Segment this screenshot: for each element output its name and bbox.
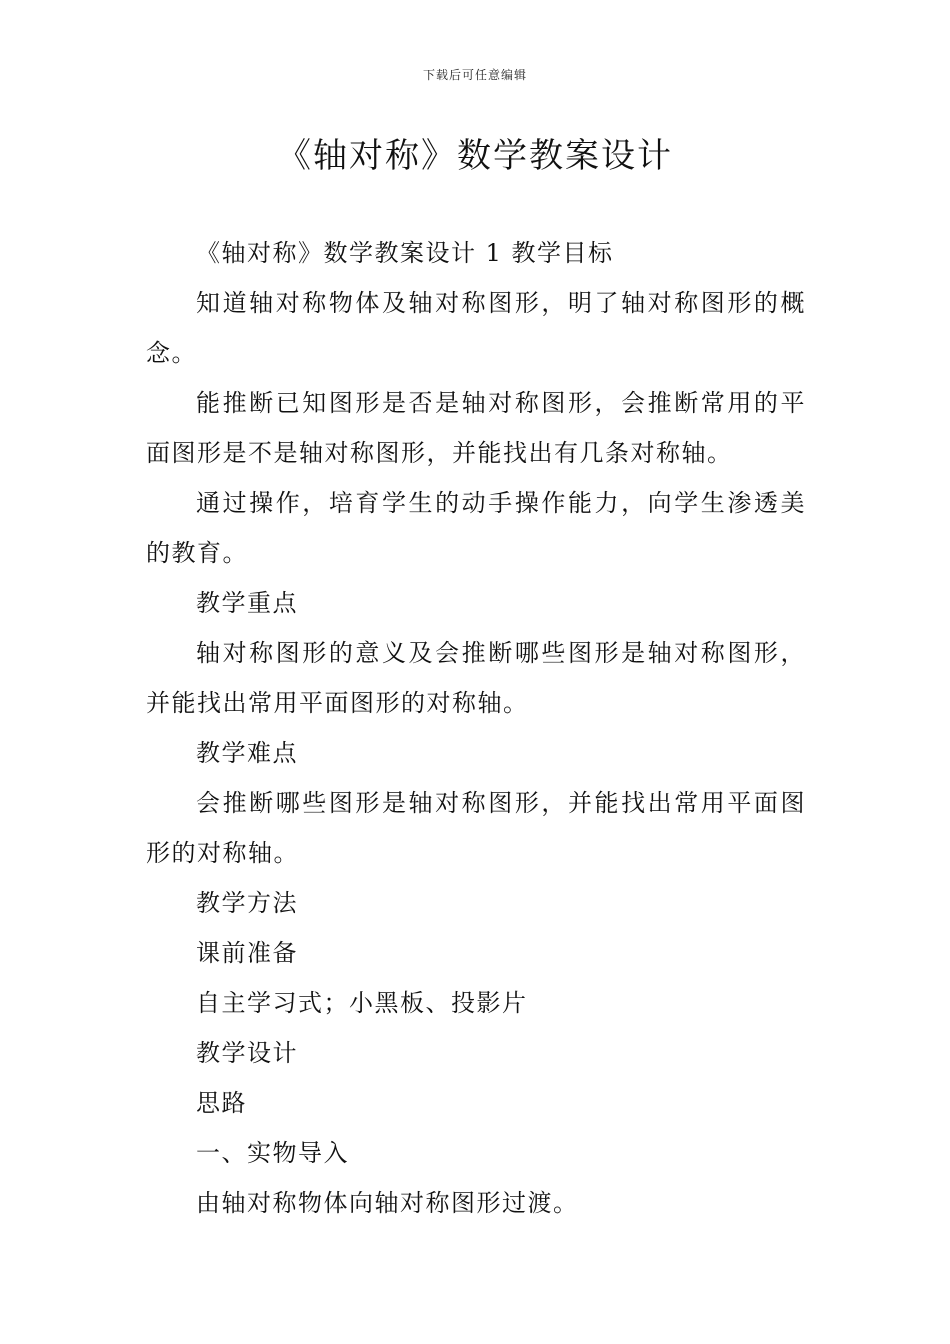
document-body: [146, 228, 806, 1228]
paragraph-methods-heading: 教学方法: [196, 889, 298, 917]
page-title: 《轴对称》数学教案设计: [277, 136, 673, 176]
paragraph-section-one: 一、实物导入: [196, 1139, 349, 1167]
paragraph-objectives-heading: 《轴对称》数学教案设计 1 教学目标: [196, 239, 614, 267]
paragraph-difficulties-heading: 教学难点: [196, 739, 298, 767]
header-note: 下载后可任意编辑: [422, 68, 527, 82]
paragraph-objective-3: 通过操作，培育学生的动手操作能力，向学生渗透美的教育。: [146, 489, 806, 567]
paragraph-key-points-heading: 教学重点: [196, 589, 298, 617]
paragraph-section-one-text: 由轴对称物体向轴对称图形过渡。: [196, 1189, 579, 1217]
paragraph-preparation: 自主学习式；小黑板、投影片: [196, 989, 528, 1017]
paragraph-thinking-heading: 思路: [196, 1089, 247, 1117]
paragraph-preparation-heading: 课前准备: [196, 939, 298, 967]
paragraph-key-points: 轴对称图形的意义及会推断哪些图形是轴对称图形，并能找出常用平面图形的对称轴。: [146, 639, 806, 717]
paragraph-difficulties: 会推断哪些图形是轴对称图形，并能找出常用平面图形的对称轴。: [146, 789, 806, 867]
paragraph-design-heading: 教学设计: [196, 1039, 298, 1067]
paragraph-objective-2: 能推断已知图形是否是轴对称图形，会推断常用的平面图形是不是轴对称图形，并能找出有几条对称轴。: [146, 389, 806, 467]
paragraph-objective-1: 知道轴对称物体及轴对称图形，明了轴对称图形的概念。: [146, 289, 806, 367]
